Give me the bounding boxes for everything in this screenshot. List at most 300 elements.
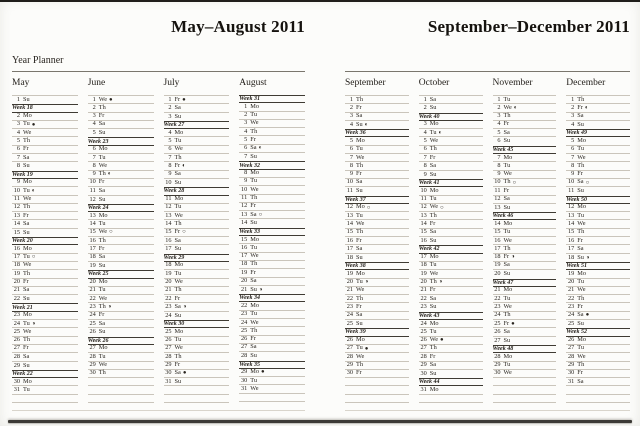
month-day-list <box>345 95 409 403</box>
day-number: 27 <box>494 336 501 344</box>
weekday-abbr: Sa <box>23 153 30 161</box>
week-row <box>88 137 154 145</box>
day-row <box>239 278 305 286</box>
weekday-abbr: Fr <box>23 211 29 219</box>
day-number: 16 <box>567 236 575 244</box>
weekday-abbr: Tu <box>250 376 258 384</box>
page-right <box>345 0 630 426</box>
weekday-abbr: Mo <box>23 244 32 252</box>
day-number: 20 <box>89 278 96 286</box>
weekday-abbr: Su <box>23 162 30 170</box>
day-number: 8 <box>423 161 427 169</box>
weekday-abbr: Sa <box>98 253 106 261</box>
day-number: 24 <box>494 311 501 319</box>
day-number: 2 <box>571 103 575 111</box>
weekday-abbr: Fr <box>250 268 256 276</box>
day-row <box>12 287 78 295</box>
day-row <box>12 229 78 237</box>
day-number: 14 <box>567 219 575 227</box>
day-row <box>419 171 483 179</box>
month-day-list <box>239 95 305 402</box>
weekday-abbr: Su <box>356 120 363 128</box>
day-row <box>493 328 557 336</box>
day-row <box>419 220 483 228</box>
day-number: 27 <box>420 344 427 352</box>
day-number: 12 <box>567 203 575 211</box>
weekday-abbr: Mo <box>174 128 184 136</box>
weekday-abbr: We <box>429 136 438 144</box>
day-number: 22 <box>420 294 427 302</box>
day-row <box>12 212 78 220</box>
day-number: 21 <box>567 286 575 294</box>
day-number: 25 <box>165 327 172 335</box>
weekday-abbr: Sa <box>577 178 584 186</box>
week-label: Week 32 <box>239 162 260 169</box>
day-row <box>493 104 557 112</box>
day-row <box>493 262 557 270</box>
day-number: 7 <box>92 153 96 161</box>
weekday-abbr: Th <box>503 178 511 186</box>
day-number: 30 <box>567 369 575 377</box>
weekday-abbr: Sa <box>356 178 363 186</box>
day-row <box>345 96 409 104</box>
day-number: 8 <box>497 161 501 169</box>
day-row <box>566 146 630 154</box>
day-number: 26 <box>89 328 96 336</box>
day-row <box>419 370 483 378</box>
day-row <box>493 96 557 104</box>
day-row <box>88 179 154 187</box>
weekday-abbr: Tu <box>23 186 30 194</box>
day-row <box>164 370 230 378</box>
weekday-abbr: Th <box>250 194 258 202</box>
week-label: Week 39 <box>345 329 366 336</box>
day-number: 10 <box>494 178 501 186</box>
week-row <box>345 196 409 204</box>
day-number: 18 <box>567 253 575 261</box>
day-number: 3 <box>497 112 501 120</box>
first-quarter-moon-icon: ◐ <box>364 122 369 129</box>
day-row <box>345 237 409 245</box>
weekday-abbr: Fr <box>174 228 181 236</box>
day-number: 30 <box>13 377 20 385</box>
day-number: 17 <box>567 244 575 252</box>
day-row <box>88 362 154 370</box>
months-grid-right <box>345 78 630 403</box>
week-row <box>239 361 305 369</box>
weekday-abbr: Mo <box>577 269 586 277</box>
week-label: Week 52 <box>566 329 587 336</box>
weekday-abbr: Su <box>429 170 437 178</box>
day-number: 20 <box>346 278 353 286</box>
day-row <box>419 295 483 303</box>
weekday-abbr: Sa <box>23 219 30 227</box>
day-number: 4 <box>423 128 427 136</box>
blank-row <box>419 395 483 403</box>
day-row <box>239 128 305 136</box>
day-number: 23 <box>346 302 353 310</box>
day-row <box>164 229 230 237</box>
day-number: 31 <box>240 384 248 392</box>
day-row <box>566 337 630 345</box>
day-row <box>419 187 483 195</box>
weekday-abbr: Fr <box>356 103 362 111</box>
full-moon-icon: ○ <box>439 204 444 211</box>
day-row <box>493 187 557 195</box>
day-number: 13 <box>494 203 501 211</box>
weekday-abbr: Fr <box>429 153 436 161</box>
weekday-abbr: We <box>23 128 32 136</box>
day-row <box>566 204 630 212</box>
full-moon-icon: ○ <box>512 179 517 186</box>
new-moon-icon: ● <box>261 369 265 376</box>
day-row <box>566 121 630 129</box>
weekday-abbr: Th <box>98 236 106 244</box>
week-row <box>88 270 154 278</box>
months-grid-left <box>12 78 305 403</box>
day-row <box>12 162 78 170</box>
weekday-abbr: We <box>98 228 107 236</box>
day-number: 4 <box>244 127 248 135</box>
weekday-abbr: Mo <box>23 178 32 186</box>
weekday-abbr: Mo <box>98 344 108 352</box>
weekday-abbr: Sa <box>23 286 30 294</box>
day-number: 2 <box>168 103 172 111</box>
weekday-abbr: Sa <box>503 327 510 335</box>
day-number: 25 <box>567 320 575 328</box>
weekday-abbr: Sa <box>250 144 257 152</box>
weekday-abbr: Mo <box>174 261 184 269</box>
day-row <box>345 279 409 287</box>
weekday-abbr: Su <box>577 320 584 328</box>
week-row <box>493 212 557 220</box>
week-row <box>345 129 409 137</box>
week-label: Week 36 <box>345 130 366 137</box>
weekday-abbr: Tu <box>503 161 511 169</box>
day-row <box>566 113 630 121</box>
day-row <box>345 303 409 311</box>
day-number: 1 <box>497 95 501 103</box>
day-row <box>164 353 230 361</box>
weekday-abbr: Sa <box>503 261 510 269</box>
day-number: 28 <box>240 352 248 360</box>
blank-row <box>164 386 230 394</box>
day-number: 19 <box>567 269 575 277</box>
day-number: 10 <box>240 185 248 193</box>
day-row <box>164 171 230 179</box>
weekday-abbr: Su <box>98 195 106 203</box>
day-row <box>493 121 557 129</box>
day-number: 13 <box>165 211 172 219</box>
weekday-abbr: Mo <box>174 327 184 335</box>
week-label: Week 28 <box>163 188 185 195</box>
weekday-abbr: Mo <box>503 153 513 161</box>
weekday-abbr: Mo <box>98 145 108 153</box>
weekday-abbr: Th <box>429 211 437 219</box>
weekday-abbr: Sa <box>577 244 584 252</box>
day-row <box>88 171 154 179</box>
day-number: 9 <box>349 170 353 178</box>
day-row <box>239 211 305 219</box>
day-number: 10 <box>420 186 427 194</box>
weekday-abbr: Tu <box>356 278 363 286</box>
day-row <box>345 353 409 361</box>
weekday-abbr: Su <box>174 311 182 319</box>
week-row <box>88 204 154 212</box>
day-row <box>419 320 483 328</box>
day-number: 4 <box>497 120 501 128</box>
weekday-abbr: Fr <box>577 369 583 377</box>
last-quarter-moon-icon: ◑ <box>511 254 515 261</box>
day-number: 12 <box>89 195 96 203</box>
day-row <box>419 386 483 394</box>
day-row <box>164 337 230 345</box>
weekday-abbr: Tu <box>503 95 511 103</box>
weekday-abbr: Su <box>356 253 363 261</box>
day-number: 1 <box>349 95 353 103</box>
weekday-abbr: Sa <box>250 343 257 351</box>
day-row <box>239 145 305 153</box>
day-number: 9 <box>92 170 96 178</box>
day-row <box>493 245 557 253</box>
first-quarter-moon-icon: ◐ <box>584 104 589 111</box>
day-row <box>493 237 557 245</box>
weekday-abbr: We <box>174 145 183 153</box>
weekday-abbr: Fr <box>503 120 510 128</box>
day-row <box>239 302 305 310</box>
day-number: 16 <box>89 236 96 244</box>
weekday-abbr: Tu <box>98 286 106 294</box>
weekday-abbr: Fr <box>23 278 29 286</box>
day-row <box>12 179 78 187</box>
day-row <box>164 362 230 370</box>
day-number: 13 <box>240 210 248 218</box>
day-number: 23 <box>165 302 172 310</box>
day-number: 19 <box>89 261 96 269</box>
day-row <box>239 286 305 294</box>
day-number: 15 <box>13 228 20 236</box>
week-row <box>239 95 305 103</box>
day-row <box>345 362 409 370</box>
day-number: 21 <box>13 286 20 294</box>
day-row <box>164 378 230 386</box>
day-row <box>419 328 483 336</box>
week-row <box>88 337 154 345</box>
day-number: 9 <box>16 178 20 186</box>
weekday-abbr: We <box>250 252 259 260</box>
day-row <box>239 120 305 128</box>
day-row <box>345 245 409 253</box>
day-row <box>493 171 557 179</box>
day-row <box>12 121 78 129</box>
day-row <box>88 303 154 311</box>
weekday-abbr: Tu <box>429 195 437 203</box>
day-number: 17 <box>346 244 353 252</box>
month-column-november <box>493 78 557 403</box>
weekday-abbr: We <box>429 269 438 277</box>
month-column-august <box>239 78 305 403</box>
day-row <box>493 137 557 145</box>
day-row <box>566 171 630 179</box>
day-number: 18 <box>165 261 172 269</box>
day-row <box>419 362 483 370</box>
day-number: 21 <box>346 286 353 294</box>
week-label: Week 35 <box>239 361 260 368</box>
weekday-abbr: Th <box>23 336 30 344</box>
weekday-abbr: Fr <box>98 178 105 186</box>
day-number: 13 <box>567 211 575 219</box>
day-row <box>345 295 409 303</box>
day-number: 17 <box>494 244 501 252</box>
day-row <box>566 245 630 253</box>
weekday-abbr: We <box>174 211 183 219</box>
day-number: 12 <box>165 203 172 211</box>
day-number: 6 <box>571 145 575 153</box>
day-number: 11 <box>346 187 353 195</box>
week-row <box>164 320 230 328</box>
weekday-abbr: We <box>577 153 586 161</box>
day-number: 15 <box>420 228 427 236</box>
day-row <box>345 320 409 328</box>
day-row <box>345 104 409 112</box>
weekday-abbr: Su <box>429 237 437 245</box>
day-row <box>239 170 305 178</box>
day-number: 11 <box>494 186 501 194</box>
weekday-abbr: Su <box>503 203 511 211</box>
day-number: 24 <box>346 311 353 319</box>
day-number: 12 <box>420 203 427 211</box>
weekday-abbr: Mo <box>503 219 513 227</box>
weekday-abbr: Su <box>503 336 511 344</box>
day-number: 10 <box>13 186 20 194</box>
day-row <box>345 337 409 345</box>
weekday-abbr: Th <box>577 361 585 368</box>
day-row <box>12 279 78 287</box>
day-row <box>239 178 305 186</box>
blank-row <box>345 395 409 403</box>
month-column-september <box>345 78 409 403</box>
weekday-abbr: Tu <box>503 294 511 302</box>
day-row <box>566 303 630 311</box>
day-row <box>12 337 78 345</box>
day-number: 1 <box>423 95 427 103</box>
weekday-abbr: Tu <box>429 261 437 269</box>
weekday-abbr: Fr <box>174 361 181 368</box>
day-row <box>239 136 305 144</box>
weekday-abbr: Tu <box>174 136 182 144</box>
day-number: 5 <box>92 129 96 137</box>
weekday-abbr: Sa <box>98 319 106 327</box>
blank-row <box>493 378 557 386</box>
weekday-abbr: Su <box>356 320 363 328</box>
weekday-abbr: Tu <box>23 319 30 327</box>
day-row <box>88 196 154 204</box>
day-number: 27 <box>89 344 96 352</box>
day-row <box>12 96 78 104</box>
day-row <box>345 137 409 145</box>
week-label: Week 21 <box>12 304 33 311</box>
day-number: 5 <box>16 136 20 144</box>
day-number: 7 <box>349 153 353 161</box>
weekday-abbr: We <box>429 336 438 344</box>
day-number: 11 <box>89 186 96 194</box>
weekday-abbr: Su <box>174 245 182 253</box>
weekday-abbr: Th <box>98 170 106 178</box>
day-number: 8 <box>92 161 96 169</box>
day-number: 29 <box>494 361 501 368</box>
weekday-abbr: Su <box>174 377 182 385</box>
week-label: Week 22 <box>12 370 33 377</box>
month-name: November <box>492 78 533 88</box>
full-moon-icon: ○ <box>366 204 371 211</box>
day-row <box>566 295 630 303</box>
week-row <box>566 129 630 137</box>
week-row <box>566 328 630 336</box>
day-row <box>12 353 78 361</box>
day-row <box>239 369 305 377</box>
day-row <box>164 196 230 204</box>
day-row <box>239 236 305 244</box>
day-row <box>493 179 557 187</box>
day-number: 12 <box>240 202 248 210</box>
day-number: 31 <box>165 377 172 385</box>
day-number: 9 <box>423 170 427 178</box>
week-row <box>239 294 305 302</box>
weekday-abbr: Su <box>577 120 584 128</box>
day-row <box>88 370 154 378</box>
day-row <box>12 187 78 195</box>
first-quarter-moon-icon: ◐ <box>182 163 186 170</box>
week-row <box>493 345 557 353</box>
day-number: 6 <box>244 144 248 152</box>
day-row <box>164 270 230 278</box>
day-row <box>164 295 230 303</box>
day-number: 14 <box>240 219 248 227</box>
day-number: 18 <box>13 261 20 269</box>
day-number: 10 <box>346 178 353 186</box>
month-name: August <box>239 78 267 88</box>
month-day-list <box>164 95 230 403</box>
day-number: 30 <box>240 376 248 384</box>
day-number: 14 <box>165 219 172 227</box>
weekday-abbr: Sa <box>356 311 363 319</box>
weekday-abbr: Su <box>503 270 511 278</box>
weekday-abbr: We <box>429 203 438 211</box>
day-row <box>345 187 409 195</box>
weekday-abbr: Mo <box>429 253 439 261</box>
weekday-abbr: Fr <box>174 294 181 302</box>
page-title: May–August 2011 <box>171 17 305 36</box>
day-number: 23 <box>567 302 575 310</box>
weekday-abbr: We <box>174 278 183 286</box>
weekday-abbr: Tu <box>23 385 30 393</box>
weekday-abbr: Su <box>577 187 584 195</box>
day-row <box>345 171 409 179</box>
weekday-abbr: Tu <box>174 269 182 277</box>
weekday-abbr: Tu <box>250 177 258 185</box>
day-row <box>88 345 154 353</box>
day-number: 27 <box>346 344 353 352</box>
weekday-abbr: Su <box>23 96 30 103</box>
weekday-abbr: Su <box>174 112 182 120</box>
day-row <box>566 353 630 361</box>
weekday-abbr: Fr <box>503 186 510 194</box>
day-number: 26 <box>165 336 172 344</box>
day-number: 14 <box>346 219 353 227</box>
weekday-abbr: Mo <box>250 235 259 243</box>
day-row <box>566 378 630 386</box>
weekday-abbr: Su <box>429 303 437 311</box>
